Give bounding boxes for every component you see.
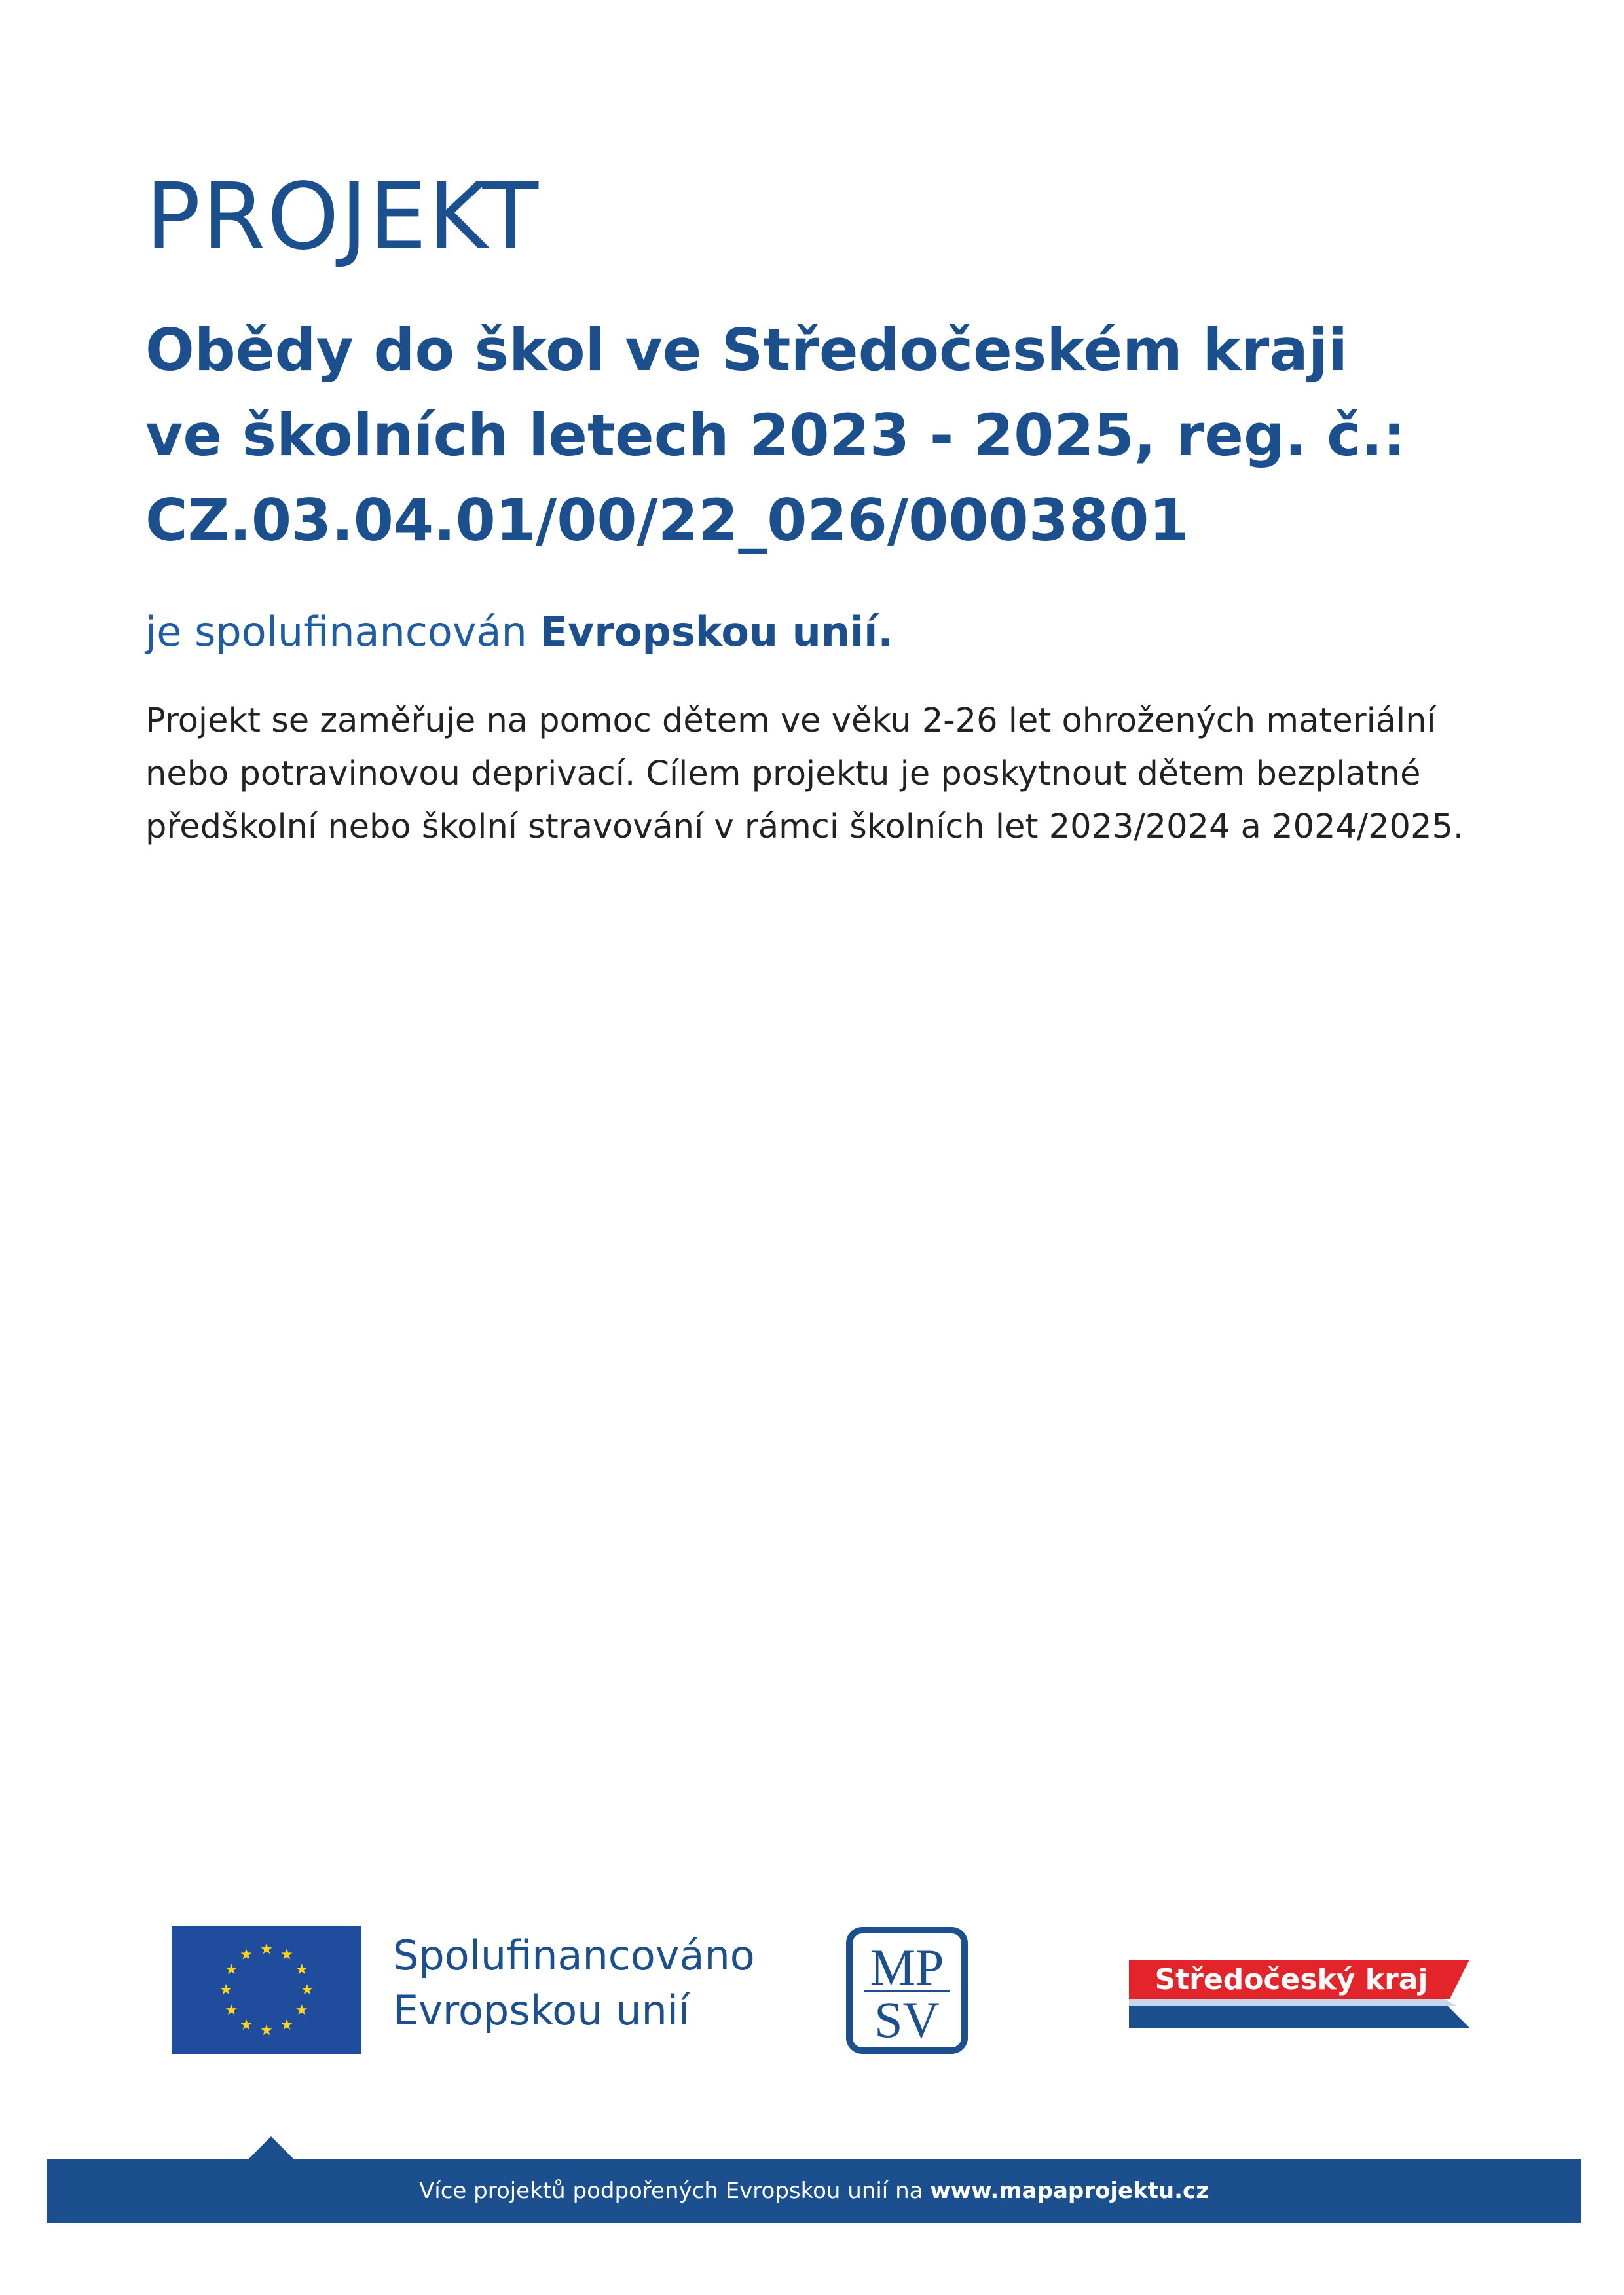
eu-label-line: Spolufinancováno [393,1931,755,1979]
project-title-line: CZ.03.04.01/00/22_026/0003801 [145,487,1189,554]
footer-text [47,2159,1581,2223]
description-line: nebo potravinovou deprivací. Cílem projektu je poskytnout dětem bezplatné [145,755,1421,793]
footer-bar [47,2159,1581,2223]
project-title [145,308,1521,563]
cofinance-statement [145,608,893,656]
eu-cofinance-label [393,1928,755,2038]
eu-flag-logo [172,1926,361,2054]
svg-text:SV: SV [874,1991,940,2048]
description-line: Projekt se zaměřuje na pomoc dětem ve věku 2-26 let ohrožených materiální [145,701,1436,740]
project-title-line: Obědy do škol ve Středočeském kraji [145,316,1348,384]
project-title-line: ve školních letech 2023 - 2025, reg. č.: [145,401,1406,469]
kicker-title: PROJEKT [145,164,540,271]
region-name: Středočeský kraj [1154,1963,1428,1996]
project-description [145,694,1521,853]
description-line: předškolní nebo školní stravování v rámci školních let 2023/2024 a 2024/2025. [145,808,1464,846]
footer-notch [249,2136,293,2159]
footer-url-link[interactable]: www.mapaprojektu.cz [930,2178,1209,2204]
svg-text:MP: MP [870,1939,944,1996]
footer-prefix: Více projektů podpořených Evropskou unií na [419,2178,931,2204]
mpsv-emblem-icon [846,1927,968,2054]
cofinance-bold: Evropskou unií. [540,608,893,656]
eu-label-line: Evropskou unií [393,1987,690,2034]
cofinance-prefix: je spolufinancován [145,608,540,656]
eu-stars-icon [172,1926,361,2054]
mpsv-logo [846,1927,968,2054]
